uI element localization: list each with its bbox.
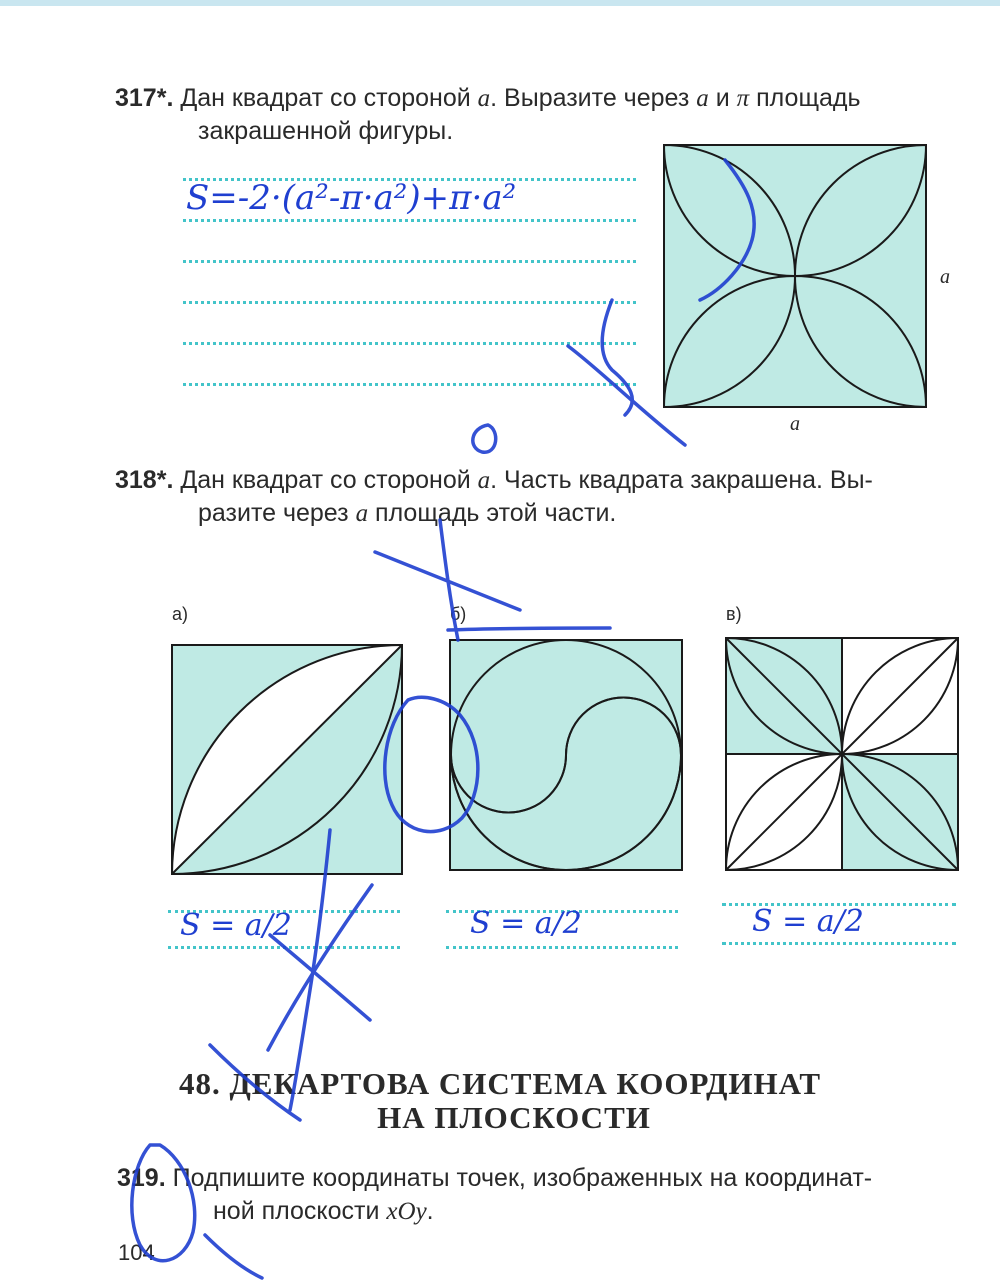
figure-317-side-label: a — [940, 266, 950, 288]
problem-317-text: . Выразите через — [490, 84, 690, 112]
answer-line — [183, 342, 636, 345]
problem-319-text: ной плоскости — [213, 1197, 380, 1225]
problem-317-number: 317*. — [115, 84, 174, 112]
page-number: 104 — [118, 1240, 155, 1265]
top-edge-strip — [0, 0, 1000, 6]
figure-318a — [168, 640, 408, 876]
var-xoy: xOy — [386, 1198, 427, 1225]
answer-line — [168, 946, 400, 949]
handwritten-answer-317: S=-2·(a²-π·a²)+π·a² — [186, 178, 517, 218]
problem-318-text: . Часть квадрата закрашена. Вы- — [490, 466, 873, 494]
problem-318 — [115, 464, 965, 530]
answer-line — [446, 946, 678, 949]
problem-317-text: и — [715, 84, 730, 112]
problem-318-text: Дан квадрат со стороной — [180, 466, 471, 494]
problem-319-text: . — [426, 1197, 434, 1225]
problem-319-line1 — [117, 1162, 967, 1195]
problem-319-line2 — [117, 1195, 967, 1228]
problem-317 — [115, 82, 965, 148]
figure-318c — [722, 634, 962, 874]
problem-318-text: площадь этой части. — [375, 499, 617, 527]
answer-line — [183, 260, 636, 263]
handwritten-answer-318b: S = a/2 — [470, 906, 582, 941]
figure-label-a: а) — [172, 604, 189, 624]
problem-318-line1 — [115, 464, 965, 497]
problem-318-number: 318*. — [115, 466, 174, 494]
handwritten-answer-318c: S = a/2 — [752, 904, 864, 939]
answer-line — [183, 383, 636, 386]
answer-line — [183, 219, 636, 222]
problem-319-text: Подпишите координаты точек, изображенных на координат- — [172, 1164, 873, 1192]
handwritten-answer-318a: S = a/2 — [180, 908, 292, 943]
answer-line — [722, 942, 956, 945]
var-a: a — [477, 467, 491, 494]
problem-317-line2: закрашенной фигуры. — [198, 117, 454, 145]
figure-318b — [446, 636, 686, 874]
section-title-line1: 48. ДЕКАРТОВА СИСТЕМА КООРДИНАТ — [178, 1066, 821, 1101]
problem-317-text: Дан квадрат со стороной — [180, 84, 471, 112]
problem-318-line2 — [115, 497, 965, 530]
problem-318-text: разите через — [198, 499, 349, 527]
problem-319 — [117, 1162, 967, 1228]
var-pi: π — [736, 85, 750, 112]
figure-label-c: в) — [726, 604, 742, 624]
figure-317-bottom-label: a — [790, 413, 800, 435]
var-a: a — [355, 500, 369, 527]
figure-317 — [660, 140, 930, 415]
var-a: a — [696, 85, 709, 112]
problem-317-text: площадь — [756, 84, 861, 112]
var-a: a — [477, 85, 491, 112]
problem-319-number: 319. — [117, 1164, 166, 1192]
section-title-line2: НА ПЛОСКОСТИ — [377, 1100, 651, 1135]
answer-line — [183, 301, 636, 304]
figure-label-b: б) — [450, 604, 467, 624]
problem-317-line1 — [115, 82, 965, 115]
